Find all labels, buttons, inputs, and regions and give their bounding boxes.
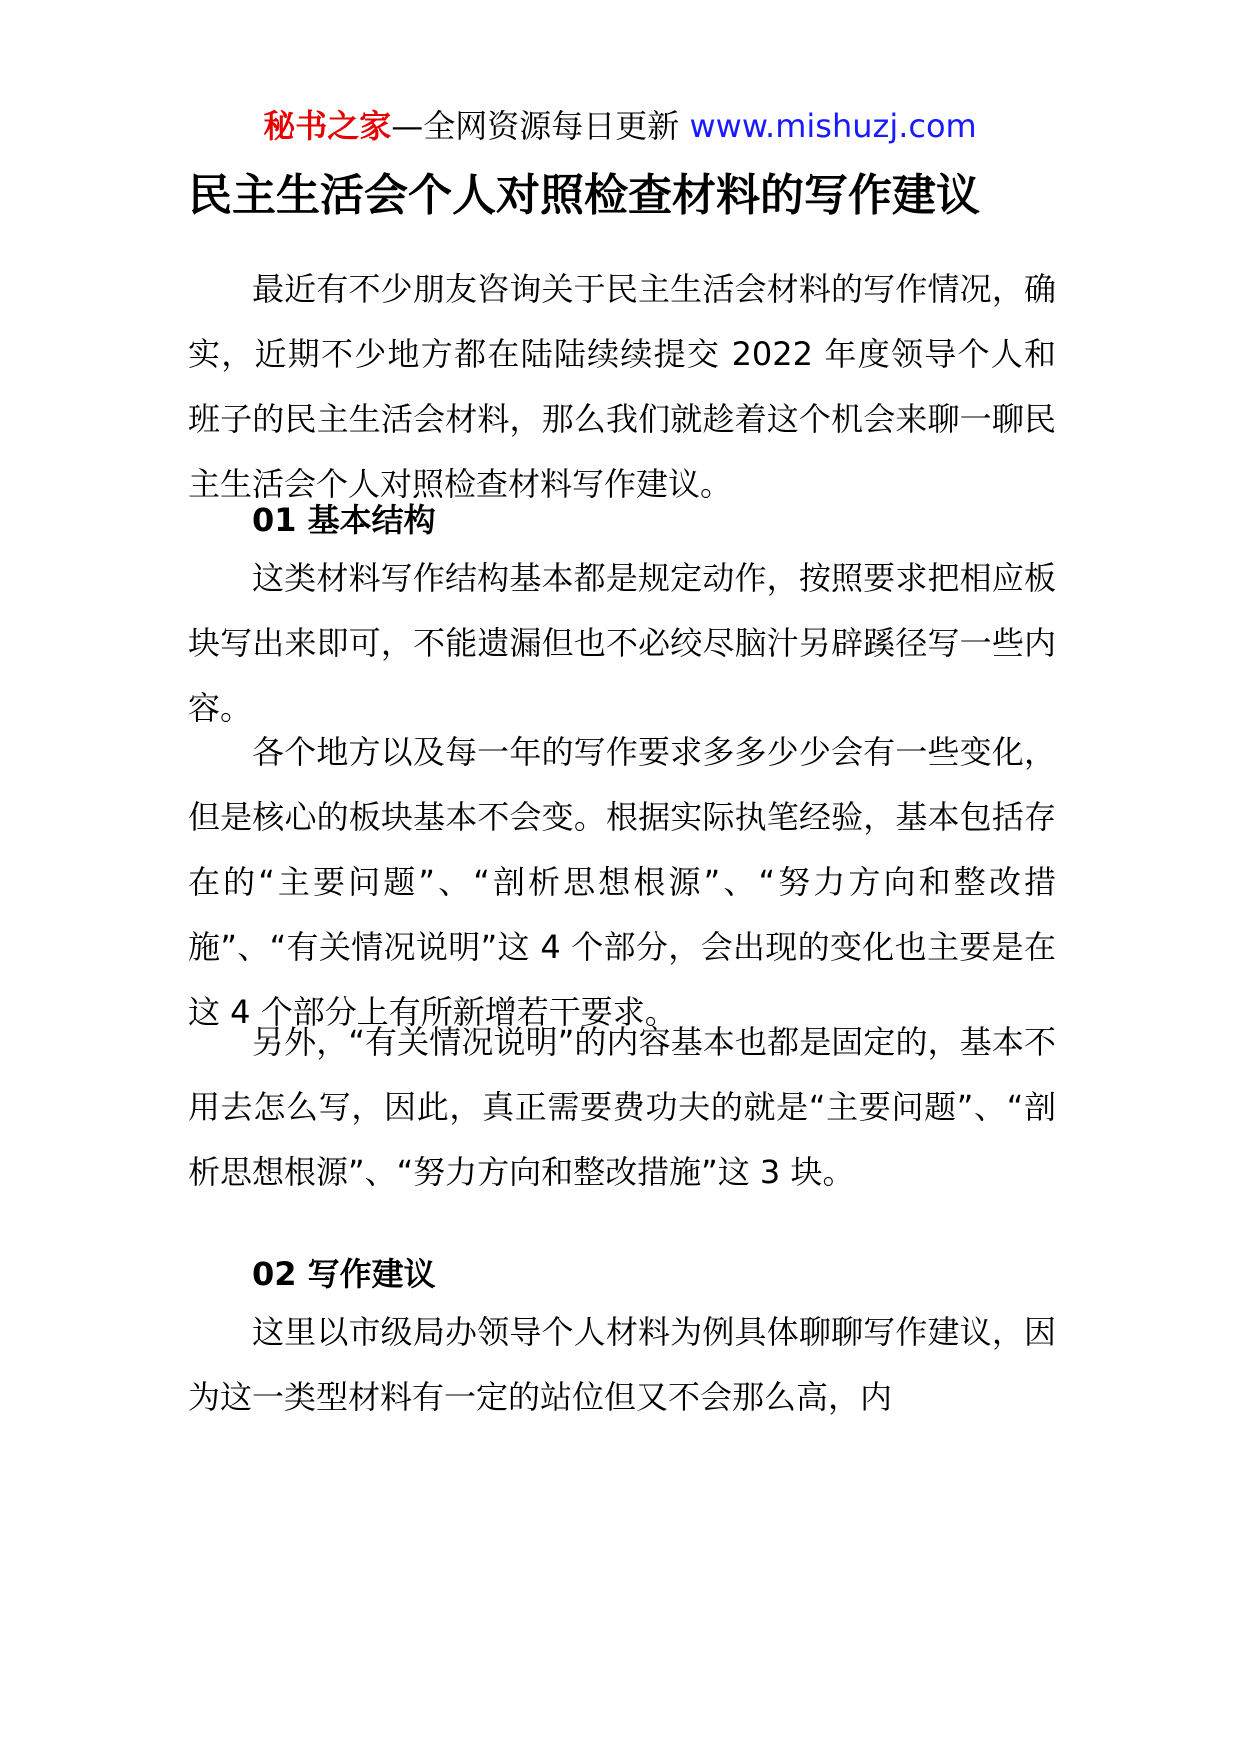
brand-name: 秘书之家 xyxy=(263,107,392,145)
intro-paragraph: 最近有不少朋友咨询关于民主生活会材料的写作情况，确实，近期不少地方都在陆陆续续提交 2022 年度领导个人和班子的民主生活会材料，那么我们就趁着这个机会来聊一聊民主生活会个人对照检查材料写作建议。 xyxy=(188,270,1056,503)
section-heading-suggestions: 02 写作建议 xyxy=(252,1255,436,1293)
site-header xyxy=(0,104,1240,148)
section-heading-structure: 01 基本结构 xyxy=(252,501,436,539)
structure-paragraph-1: 这类材料写作结构基本都是规定动作，按照要求把相应板块写出来即可，不能遗漏但也不必绞尽脑汁另辟蹊径写一些内容。 xyxy=(188,559,1056,727)
suggestions-paragraph-1: 这里以市级局办领导个人材料为例具体聊聊写作建议，因为这一类型材料有一定的站位但又不会那么高，内 xyxy=(188,1313,1056,1416)
structure-paragraph-3: 另外，“有关情况说明”的内容基本也都是固定的，基本不用去怎么写，因此，真正需要费功夫的就是“主要问题”、“剖析思想根源”、“努力方向和整改措施”这 3 块。 xyxy=(188,1023,1056,1191)
structure-paragraph-2: 各个地方以及每一年的写作要求多多少少会有一些变化，但是核心的板块基本不会变。根据实际执笔经验，基本包括存在的“主要问题”、“剖析思想根源”、“努力方向和整改措施”、“有关情况说明”这 4 个部分，会出现的变化也主要是在这 4 个部分上有所新增若干要求。 xyxy=(188,733,1056,1031)
site-url-link[interactable]: www.mishuzj.com xyxy=(689,107,977,145)
header-tagline: —全网资源每日更新 xyxy=(391,107,690,145)
document-title: 民主生活会个人对照检查材料的写作建议 xyxy=(188,170,980,221)
